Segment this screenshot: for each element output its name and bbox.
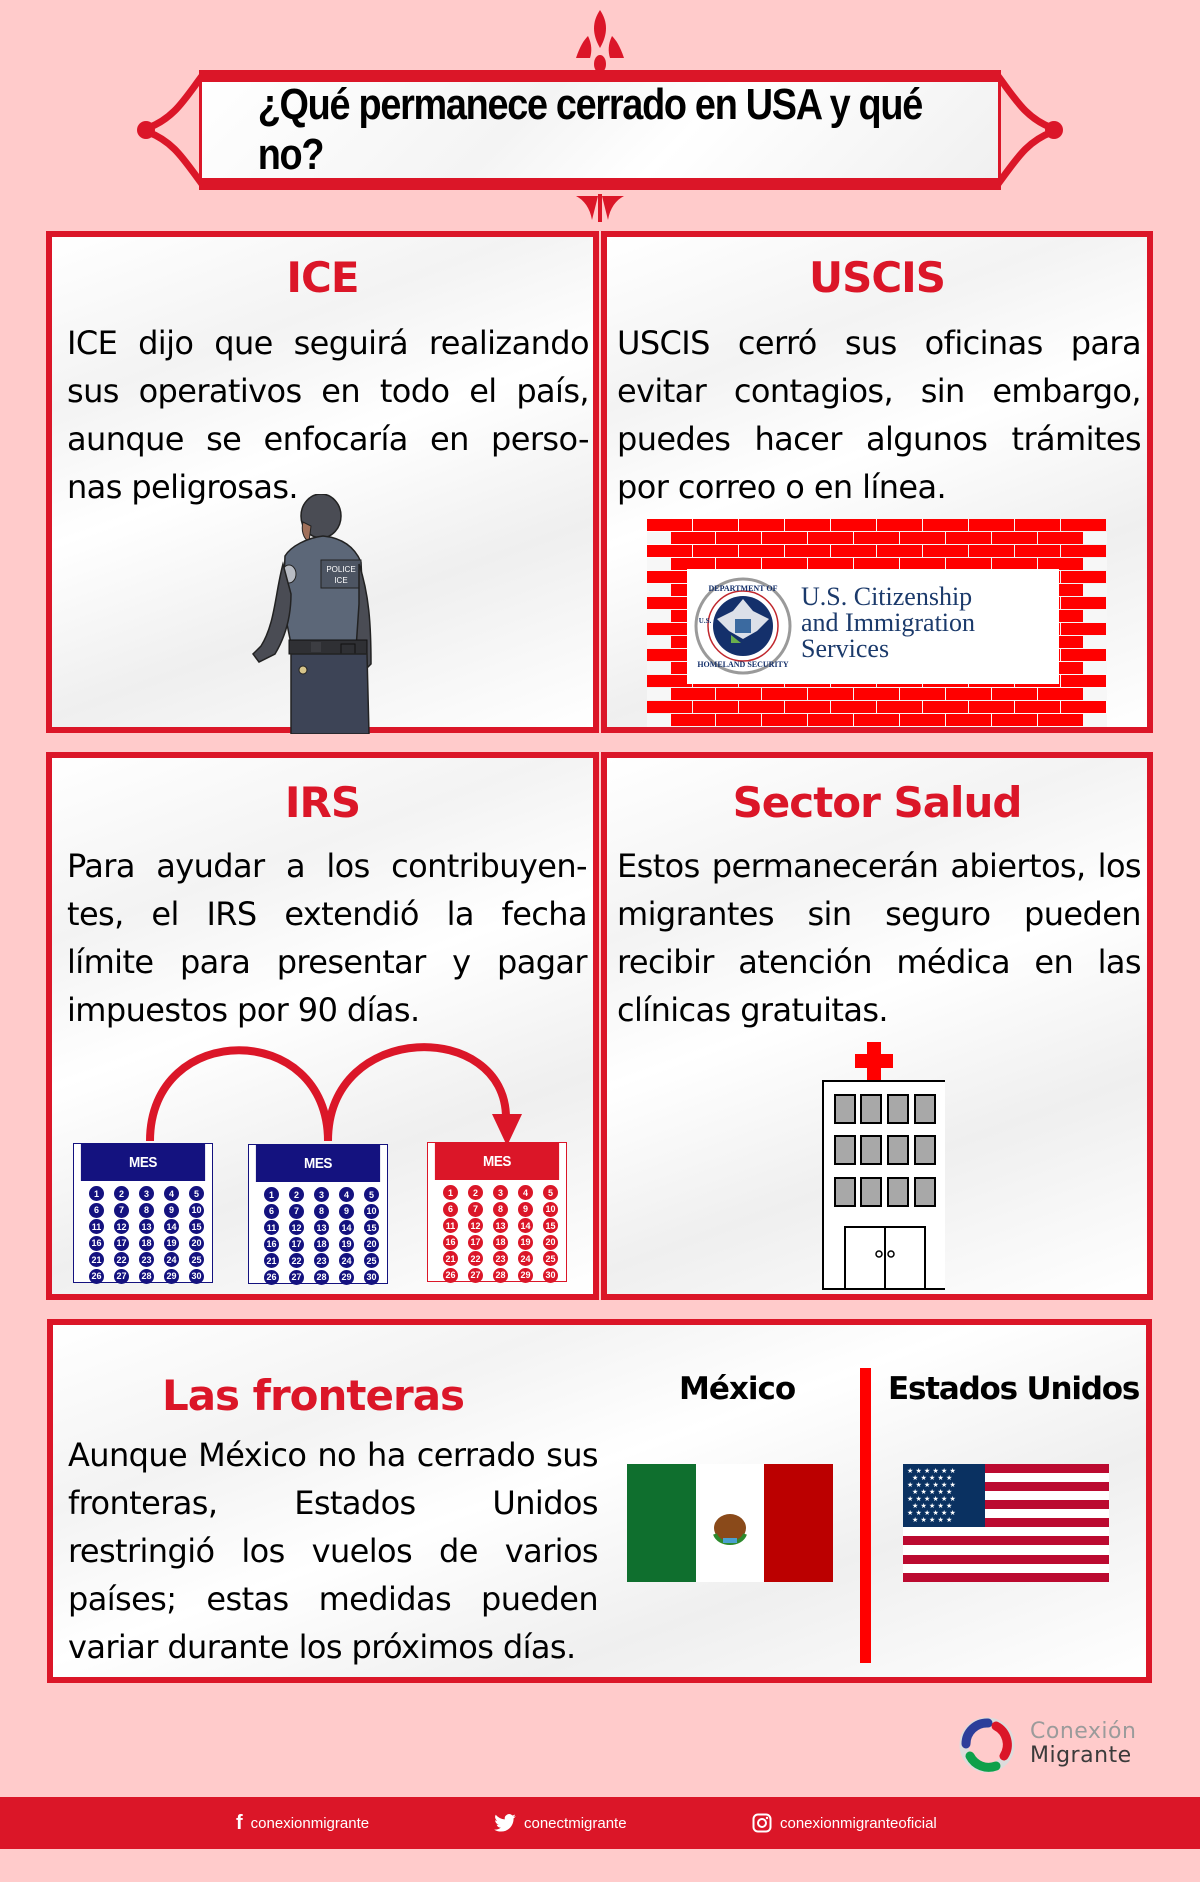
calendar-day: 21 — [89, 1252, 104, 1267]
calendar-day: 26 — [443, 1268, 458, 1283]
patch-line2: ICE — [334, 576, 348, 585]
calendar-day: 23 — [493, 1251, 508, 1266]
svg-text:★ ★ ★ ★ ★ ★: ★ ★ ★ ★ ★ ★ — [907, 1509, 956, 1517]
calendar-day: 8 — [314, 1204, 329, 1219]
calendar-day: 6 — [264, 1204, 279, 1219]
calendar-day: 6 — [443, 1202, 458, 1217]
uscis-body: USCIS cerró sus oficinas para evitar contagios, sin embargo, puedes hacer algunos trámites por correo o en línea. — [617, 324, 1141, 506]
calendar-day: 20 — [189, 1236, 204, 1251]
calendar-day: 26 — [89, 1269, 104, 1284]
mexico-flag-icon — [627, 1464, 833, 1582]
svg-text:★ ★ ★ ★ ★ ★: ★ ★ ★ ★ ★ ★ — [907, 1481, 956, 1489]
brick-wall-icon — [647, 519, 1107, 731]
calendar-day: 7 — [114, 1203, 129, 1218]
svg-text:★ ★ ★ ★ ★ ★: ★ ★ ★ ★ ★ ★ — [907, 1467, 956, 1475]
uscis-title: USCIS — [808, 253, 946, 302]
calendar-day: 21 — [264, 1253, 279, 1268]
calendar-day: 22 — [289, 1253, 304, 1268]
calendar-day: 10 — [543, 1202, 558, 1217]
calendar-day: 29 — [164, 1269, 179, 1284]
calendar-month-1 — [73, 1143, 213, 1283]
calendar-day: 12 — [114, 1219, 129, 1234]
calendar-day: 28 — [314, 1270, 329, 1285]
sign-line2: and Immigration — [801, 608, 976, 637]
calendar-day: 18 — [314, 1237, 329, 1252]
calendar-days — [74, 1181, 212, 1285]
calendar-day: 11 — [89, 1219, 104, 1234]
calendar-day: 25 — [189, 1252, 204, 1267]
calendar-day: 23 — [139, 1252, 154, 1267]
calendar-day: 12 — [289, 1220, 304, 1235]
calendar-day: 13 — [493, 1218, 508, 1233]
calendar-day: 30 — [543, 1268, 558, 1283]
patch-line1: POLICE — [326, 565, 356, 574]
calendar-header: MES — [81, 1144, 205, 1181]
calendar-day: 15 — [189, 1219, 204, 1234]
calendar-day: 11 — [443, 1218, 458, 1233]
arrows-icon — [142, 1038, 522, 1153]
dhs-seal-icon — [696, 579, 790, 673]
calendar-day: 22 — [468, 1251, 483, 1266]
calendar-day: 4 — [164, 1186, 179, 1201]
calendar-day: 6 — [89, 1203, 104, 1218]
calendar-day: 7 — [468, 1202, 483, 1217]
sign-line1: U.S. Citizenship — [801, 582, 973, 611]
calendar-day: 30 — [364, 1270, 379, 1285]
calendar-day: 19 — [518, 1235, 533, 1250]
calendar-day: 14 — [339, 1220, 354, 1235]
calendar-day: 24 — [164, 1252, 179, 1267]
calendar-day: 25 — [543, 1251, 558, 1266]
svg-text:★ ★ ★ ★ ★: ★ ★ ★ ★ ★ — [912, 1516, 953, 1524]
calendar-day: 3 — [314, 1187, 329, 1202]
svg-text:★ ★ ★ ★ ★: ★ ★ ★ ★ ★ — [912, 1502, 953, 1510]
mexico-label: México — [679, 1371, 796, 1407]
calendar-day: 1 — [89, 1186, 104, 1201]
calendar-day: 17 — [289, 1237, 304, 1252]
calendar-day: 30 — [189, 1269, 204, 1284]
calendar-day: 5 — [364, 1187, 379, 1202]
calendar-day: 20 — [364, 1237, 379, 1252]
calendar-header: MES — [256, 1145, 380, 1182]
calendar-day: 10 — [364, 1204, 379, 1219]
calendar-day: 18 — [139, 1236, 154, 1251]
calendar-day: 4 — [518, 1185, 533, 1200]
calendar-day: 9 — [339, 1204, 354, 1219]
calendar-day: 10 — [189, 1203, 204, 1218]
logo-text-migrante: Migrante — [1030, 1743, 1132, 1768]
page-title: ¿Qué permanece cerrado en USA y qué no? — [257, 80, 922, 179]
salud-title: Sector Salud — [732, 778, 1022, 827]
usa-flag-icon — [903, 1464, 1109, 1582]
instagram-handle: conexionmigranteoficial — [780, 1814, 937, 1832]
calendar-day: 27 — [468, 1268, 483, 1283]
calendar-day: 2 — [289, 1187, 304, 1202]
ice-panel — [46, 231, 599, 733]
facebook-handle: conexionmigrante — [250, 1814, 370, 1832]
calendar-day: 20 — [543, 1235, 558, 1250]
calendar-day: 2 — [468, 1185, 483, 1200]
logo-text-conexion: Conexión — [1030, 1719, 1137, 1744]
calendar-header: MES — [435, 1143, 559, 1180]
calendar-day: 17 — [468, 1235, 483, 1250]
instagram-link[interactable] — [752, 1797, 937, 1849]
salud-body: Estos permanecerán abiertos, los migrantes sin seguro pueden recibir atención médica en las clínicas gratuitas. — [617, 847, 1141, 1029]
fronteras-title: Las fronteras — [161, 1371, 465, 1420]
calendar-day: 17 — [114, 1236, 129, 1251]
calendar-day: 14 — [518, 1218, 533, 1233]
title-ornament-top — [540, 8, 660, 74]
calendar-day: 12 — [468, 1218, 483, 1233]
irs-panel — [46, 752, 599, 1300]
calendar-day: 23 — [314, 1253, 329, 1268]
facebook-link[interactable] — [236, 1797, 369, 1849]
twitter-icon — [494, 1814, 516, 1832]
calendar-day: 27 — [114, 1269, 129, 1284]
calendar-day: 3 — [493, 1185, 508, 1200]
calendar-day: 22 — [114, 1252, 129, 1267]
hospital-icon — [815, 1042, 945, 1298]
svg-text:HOMELAND SECURITY: HOMELAND SECURITY — [697, 660, 789, 669]
brand-logo — [958, 1716, 1158, 1776]
svg-text:★ ★ ★ ★ ★ ★: ★ ★ ★ ★ ★ ★ — [907, 1495, 956, 1503]
calendar-month-3 — [427, 1142, 567, 1282]
calendar-month-2 — [248, 1144, 388, 1284]
instagram-icon — [752, 1813, 772, 1833]
calendar-day: 13 — [139, 1219, 154, 1234]
calendar-day: 29 — [518, 1268, 533, 1283]
fronteras-panel — [47, 1319, 1152, 1683]
calendar-day: 19 — [164, 1236, 179, 1251]
calendar-day: 24 — [339, 1253, 354, 1268]
calendar-day: 15 — [364, 1220, 379, 1235]
calendar-day: 8 — [493, 1202, 508, 1217]
svg-text:★ ★ ★ ★ ★: ★ ★ ★ ★ ★ — [912, 1488, 953, 1496]
border-divider — [860, 1368, 871, 1663]
calendar-day: 15 — [543, 1218, 558, 1233]
calendar-day: 11 — [264, 1220, 279, 1235]
calendar-day: 28 — [139, 1269, 154, 1284]
uscis-panel — [601, 231, 1153, 733]
calendar-day: 19 — [339, 1237, 354, 1252]
footer-bar — [0, 1797, 1200, 1849]
title-ornament-left-bracket — [134, 70, 204, 190]
irs-title: IRS — [284, 778, 361, 827]
fronteras-body: Aunque México no ha cerrado sus fronteras, Estados Unidos restringió los vuelos de varios países; estas medidas pueden variar durante los próximos días. — [68, 1436, 598, 1666]
calendar-day: 25 — [364, 1253, 379, 1268]
calendar-day: 13 — [314, 1220, 329, 1235]
sign-line3: Services — [801, 634, 890, 663]
calendar-day: 7 — [289, 1204, 304, 1219]
calendar-day: 16 — [443, 1235, 458, 1250]
calendar-day: 2 — [114, 1186, 129, 1201]
facebook-icon: f — [236, 1811, 243, 1834]
calendar-day: 29 — [339, 1270, 354, 1285]
usa-label: Estados Unidos — [888, 1371, 1140, 1407]
title-ornament-bottom — [540, 190, 660, 222]
svg-text:★ ★ ★ ★ ★: ★ ★ ★ ★ ★ — [912, 1474, 953, 1482]
salud-panel — [601, 752, 1153, 1300]
twitter-handle: conectmigrante — [524, 1814, 627, 1832]
title-ornament-right-bracket — [996, 70, 1066, 190]
calendar-day: 8 — [139, 1203, 154, 1218]
calendar-day: 21 — [443, 1251, 458, 1266]
title-banner — [199, 70, 1001, 190]
logo-ring-icon — [958, 1716, 1016, 1774]
svg-text:DEPARTMENT OF: DEPARTMENT OF — [708, 584, 778, 593]
svg-text:U.S.: U.S. — [698, 617, 712, 625]
calendar-day: 5 — [189, 1186, 204, 1201]
calendar-day: 16 — [89, 1236, 104, 1251]
calendar-day: 28 — [493, 1268, 508, 1283]
ice-officer-icon — [251, 494, 377, 734]
calendar-days — [249, 1182, 387, 1286]
calendar-day: 4 — [339, 1187, 354, 1202]
ice-body: ICE dijo que seguirá realizando sus operativos en todo el país, aunque se enfocaría en perso-nas peligrosas. — [67, 324, 589, 506]
irs-body: Para ayudar a los contribuyen-tes, el IRS extendió la fecha límite para presentar y pagar impuestos por 90 días. — [67, 847, 587, 1029]
calendar-day: 1 — [264, 1187, 279, 1202]
calendar-day: 26 — [264, 1270, 279, 1285]
calendar-day: 9 — [518, 1202, 533, 1217]
calendar-day: 16 — [264, 1237, 279, 1252]
twitter-link[interactable] — [494, 1797, 627, 1849]
calendar-day: 18 — [493, 1235, 508, 1250]
calendar-day: 9 — [164, 1203, 179, 1218]
calendar-days — [428, 1180, 566, 1284]
calendar-day: 14 — [164, 1219, 179, 1234]
ice-title: ICE — [286, 253, 359, 302]
calendar-day: 24 — [518, 1251, 533, 1266]
calendar-day: 1 — [443, 1185, 458, 1200]
calendar-day: 27 — [289, 1270, 304, 1285]
calendar-day: 3 — [139, 1186, 154, 1201]
calendar-day: 5 — [543, 1185, 558, 1200]
